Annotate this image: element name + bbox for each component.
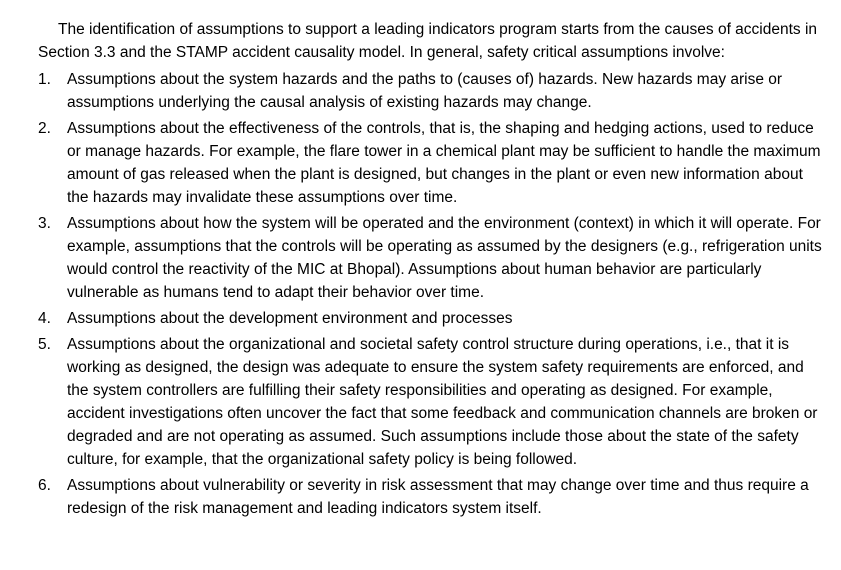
list-item — [38, 212, 825, 304]
list-item-number: 1. — [38, 71, 51, 88]
list-item — [38, 307, 825, 330]
list-item-text: Assumptions about the organizational and societal safety control structure during operations, i.e., that it is working as designed, the design was adequate to ensure the system safety requirements are enforced, and the system controllers are fulfilling their safety responsibilities and operating as designed. For example, accident investigations often uncover the fact that some feedback and communication channels are broken or degraded and are not operating as assumed. Such assumptions include those about the state of the safety culture, for example, that the organizational safety policy is being followed. — [67, 336, 818, 468]
list-item-number: 2. — [38, 120, 51, 137]
list-item-number: 3. — [38, 215, 51, 232]
list-item-text: Assumptions about the system hazards and the paths to (causes of) hazards. New hazards may arise or assumptions underlying the causal analysis of existing hazards may change. — [67, 71, 783, 111]
assumptions-list — [38, 68, 825, 520]
list-item — [38, 117, 825, 209]
list-item — [38, 68, 825, 114]
list-item-text: Assumptions about vulnerability or severity in risk assessment that may change over time and thus require a redesign of the risk management and leading indicators system itself. — [67, 477, 809, 517]
list-item-text: Assumptions about how the system will be operated and the environment (context) in which it will operate. For example, assumptions that the controls will be operating as assumed by the designers (e.g., refrigeration units would control the reactivity of the MIC at Bhopal). Assumptions about human behavior are particularly vulnerable as humans tend to adapt their behavior over time. — [67, 215, 822, 301]
list-item-text: Assumptions about the effectiveness of the controls, that is, the shaping and hedging actions, used to reduce or manage hazards. For example, the flare tower in a chemical plant may be sufficient to handle the maximum amount of gas released when the plant is designed, but changes in the plant or even new information about the hazards may invalidate these assumptions over time. — [67, 120, 821, 206]
list-item-number: 4. — [38, 310, 51, 327]
intro-paragraph: The identification of assumptions to support a leading indicators program starts from the causes of accidents in Section 3.3 and the STAMP accident causality model. In general, safety critical assumptions involve: — [38, 21, 818, 61]
list-item-number: 5. — [38, 336, 51, 353]
list-item-text: Assumptions about the development environment and processes — [67, 310, 513, 327]
list-item-number: 6. — [38, 477, 51, 494]
list-item — [38, 333, 825, 471]
list-item — [38, 474, 825, 520]
